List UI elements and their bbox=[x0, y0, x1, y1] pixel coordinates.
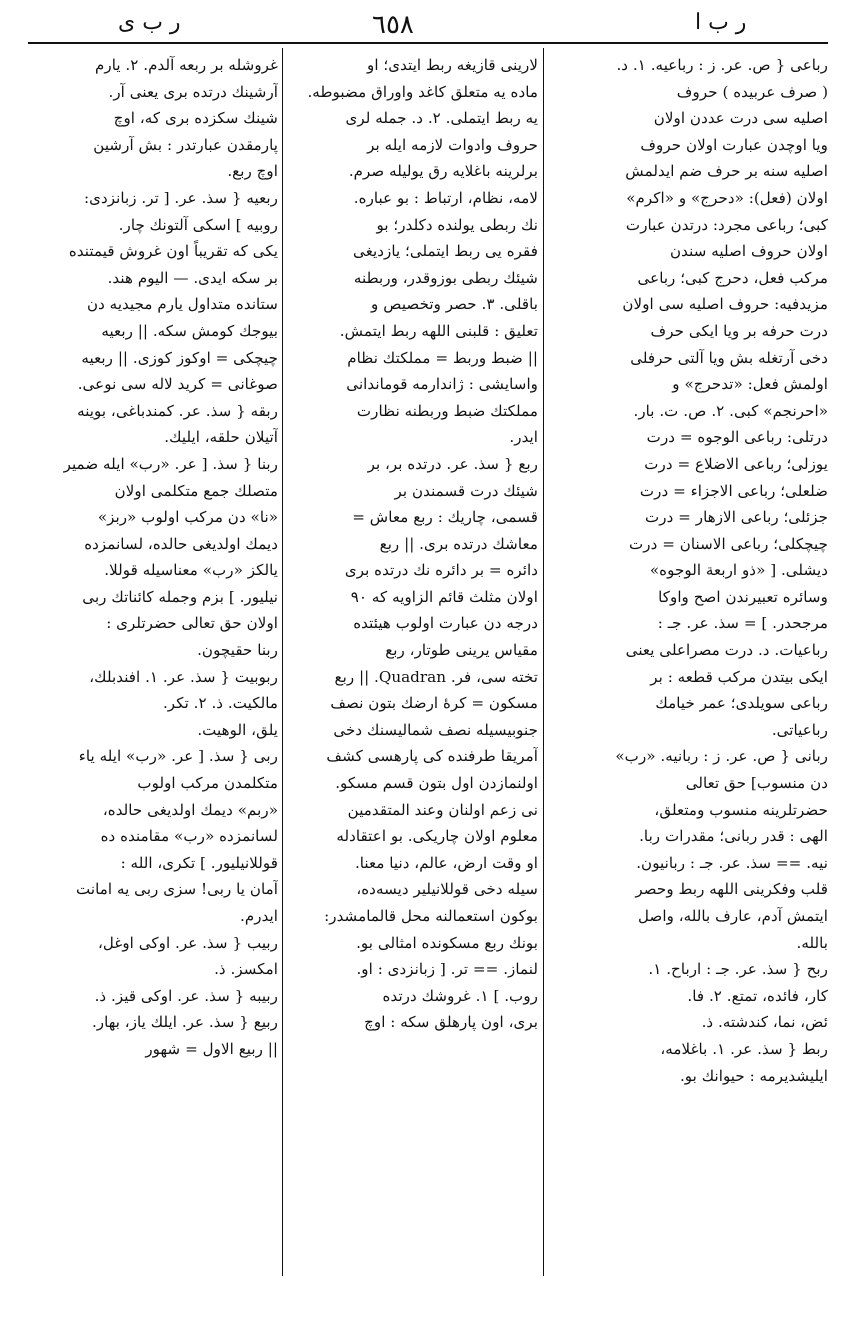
dictionary-line: شيئك درت قسمندن بر bbox=[394, 481, 538, 500]
dictionary-line: ماده يه متعلق كاغد واوراق مضبوطه. bbox=[307, 82, 538, 101]
dictionary-line: اصليه سنه بر حرف ضم ايدلمش bbox=[625, 162, 828, 181]
dictionary-line: بر سكه ايدى. — اليوم هند. bbox=[107, 268, 278, 287]
dictionary-line: مملكتك ضبط وربطنه نظارت bbox=[356, 401, 538, 420]
dictionary-line: قوللانيليور. ] تكرى، الله : bbox=[120, 853, 278, 872]
dictionary-line: بالله. bbox=[796, 933, 828, 952]
dictionary-line: امكسز. ذ. bbox=[214, 960, 278, 979]
dictionary-line: آمريقا طرفنده كى پارهسى كشف bbox=[326, 747, 538, 766]
dictionary-line: تعليق : قلبنى اللهه ربط ايتمش. bbox=[339, 321, 538, 340]
dictionary-line: آتيلان حلقه، ايليك. bbox=[164, 428, 278, 447]
dictionary-line: نى زعم اولنان وعند المتقدمين bbox=[347, 800, 538, 819]
dictionary-line: الهى : قدر ربانى؛ مقدرات ربا. bbox=[639, 827, 828, 846]
dictionary-line: بوكون استعمالنه محل قالمامشدر: bbox=[324, 907, 538, 925]
dictionary-line: كبى؛ رباعى مجرد: درتدن عبارت bbox=[625, 215, 828, 234]
dictionary-line: اصليه سى درت عددن اولان bbox=[653, 109, 828, 128]
dictionary-line: روب. ] ١. غروشك درتده bbox=[382, 986, 538, 1005]
dictionary-line: متصلك جمع متكلمى اولان bbox=[114, 481, 278, 500]
dictionary-line: معلوم اولان چاريكى. بو اعتقادله bbox=[336, 827, 538, 846]
dictionary-line: ديشلى. [ «ذو اربعة الوجوه» bbox=[649, 561, 828, 580]
left-guide-word: ر ب ى bbox=[118, 10, 181, 35]
dictionary-line: شيئك ربطى بوزوقدر، وربطنه bbox=[353, 268, 538, 287]
dictionary-line: اولان مثلث قائم الزاويه كه ٩٠ bbox=[350, 587, 538, 606]
dictionary-line: درت حرفه بر ويا ايكى حرف bbox=[650, 321, 828, 340]
dictionary-line: ربنا { سذ. [ عر. «رب» ايله ضمير bbox=[63, 454, 278, 473]
dictionary-column-left bbox=[22, 52, 278, 1278]
dictionary-line: كار، فائده، تمتع. ٢. فا. bbox=[687, 986, 828, 1005]
dictionary-line: اولان حق تعالى حضرتلرى : bbox=[106, 614, 278, 633]
dictionary-line: ربانى { ص. عر. ز : ربانيه. «رب» bbox=[615, 747, 828, 766]
dictionary-line: مركب فعل، دحرج كبى؛ رباعى bbox=[637, 268, 828, 287]
dictionary-line: نك ربطى يولنده دكلدر؛ بو bbox=[376, 215, 538, 234]
dictionary-line: اوچ ربع. bbox=[227, 162, 278, 181]
dictionary-line: چيچكلى؛ رباعى الاسنان = درت bbox=[629, 534, 828, 553]
dictionary-line: ربيبه { سذ. عر. اوكى قيز. ذ. bbox=[94, 986, 278, 1005]
dictionary-line: ستانده متداول يارم مجيديه دن bbox=[86, 295, 278, 314]
dictionary-line: يلق، الوهيت. bbox=[197, 720, 278, 739]
dictionary-line: ربوبيت { سذ. عر. ١. افندبلك، bbox=[89, 667, 278, 686]
dictionary-line: رباعى سويلدى؛ عمر خيامك bbox=[655, 694, 828, 713]
dictionary-line: ايدر. bbox=[509, 428, 538, 447]
dictionary-line: دائره = بر دائره نك درتده برى bbox=[344, 561, 538, 580]
dictionary-line: شينك سكزده برى كه، اوچ bbox=[113, 109, 278, 128]
dictionary-line: يه ربط ايتملى. ٢. د. جمله لرى bbox=[345, 109, 538, 128]
dictionary-line: قسمى، چاريك : ربع معاش = bbox=[352, 508, 538, 527]
dictionary-line: مسكون = كرهٔ ارضك بتون نصف bbox=[330, 694, 538, 713]
dictionary-line: ايتمش آدم، عارف بالله، واصل bbox=[637, 907, 828, 925]
dictionary-line: بيوجك كومش سكه. || ربعيه bbox=[101, 321, 278, 340]
dictionary-line: ربع { سذ. عر. درتده بر، بر bbox=[367, 454, 538, 473]
page-header bbox=[0, 10, 848, 40]
dictionary-line: لامه، نظام، ارتباط : بو عباره. bbox=[353, 188, 538, 207]
dictionary-line: يوزلى؛ رباعى الاضلاع = درت bbox=[644, 454, 828, 473]
dictionary-line: باقلى. ٣. حصر وتخصيص و bbox=[371, 295, 538, 314]
dictionary-line: مالكيت. ذ. ٢. تكر. bbox=[162, 694, 278, 713]
dictionary-line: ديمك اولديغى حالده، لسانمزده bbox=[84, 534, 278, 553]
dictionary-line: ويا اوچدن عبارت اولان حروف bbox=[640, 135, 828, 154]
dictionary-line: ايدرم. bbox=[240, 907, 278, 925]
dictionary-line: درجه دن عبارت اولوب هيئتده bbox=[353, 614, 538, 633]
dictionary-line: ربى { سذ. [ عر. «رب» ايله ياء bbox=[78, 747, 278, 766]
dictionary-line: ( صرف عربيده ) حروف bbox=[676, 82, 828, 101]
dictionary-line: ايكى بيتدن مركب قطعه : بر bbox=[650, 667, 828, 686]
dictionary-line: ئض، نما، كندشته. ذ. bbox=[701, 1013, 828, 1032]
dictionary-line: برلرينه باغلايه رق يوليله صرم. bbox=[348, 162, 538, 181]
dictionary-line: ربقه { سذ. عر. كمندباغى، بوينه bbox=[77, 401, 278, 420]
page-number: ٦٥٨ bbox=[372, 10, 414, 40]
dictionary-line: غروشله بر ربعه آلدم. ٢. يارم bbox=[95, 56, 278, 74]
dictionary-line: بونك ربع مسكونده امثالى بو. bbox=[356, 933, 538, 952]
dictionary-line: رباعيات. د. درت مصراعلى يعنى bbox=[625, 641, 828, 660]
dictionary-line: رباعى { ص. عر. ز : رباعيه. ١. د. bbox=[616, 56, 828, 74]
dictionary-line: نيليور. ] بزم وجمله كائناتك ربى bbox=[82, 587, 278, 606]
dictionary-line: ربنا حقيچون. bbox=[197, 641, 278, 660]
dictionary-line: مزيدفيه: حروف اصليه سى اولان bbox=[622, 295, 828, 314]
dictionary-line: يكى كه تقريباً اون غروش قيمتنده bbox=[68, 242, 278, 261]
dictionary-line: ربط { سذ. عر. ١. باغلامه، bbox=[660, 1039, 828, 1058]
dictionary-line: اولمش فعل: «تدحرج» و bbox=[672, 375, 828, 394]
right-guide-word: ر ب ا bbox=[695, 10, 747, 35]
dictionary-line: مرجحدر. ] = سذ. عر. جـ : bbox=[657, 614, 828, 633]
dictionary-line: «نا» دن مركب اولوب «ربز» bbox=[97, 508, 278, 527]
dictionary-line: لنماز. == تر. [ زبانزدى : او. bbox=[356, 960, 538, 979]
dictionary-line: ربح { سذ. عر. جـ : ارباح. ١. bbox=[648, 960, 828, 979]
column-divider-right bbox=[543, 48, 544, 1276]
dictionary-line: نيه. == سذ. عر. جـ : ربانيون. bbox=[636, 853, 828, 872]
dictionary-line: آرشينك درتده برى يعنى آر. bbox=[108, 82, 278, 101]
dictionary-line: ربعيه { سذ. عر. [ تر. زبانزدى: bbox=[84, 188, 278, 207]
dictionary-line: لارينى قازيغه ربط ايتدى؛ او bbox=[367, 56, 538, 74]
dictionary-line: چيچكى = اوكوز كوزى. || ربعيه bbox=[81, 348, 278, 367]
dictionary-line: ضلعلى؛ رباعى الاجزاء = درت bbox=[639, 481, 828, 500]
dictionary-column-middle bbox=[286, 52, 538, 1278]
dictionary-line: جزئلى؛ رباعى الازهار = درت bbox=[644, 508, 828, 527]
dictionary-line: متكلمدن مركب اولوب bbox=[137, 774, 278, 793]
dictionary-line: يالكز «رب» معناسيله قوللا. bbox=[104, 561, 278, 580]
dictionary-line: اولنمازدن اول بتون قسم مسكو. bbox=[335, 774, 538, 793]
dictionary-line: دخى آرتغله بش ويا آلتى حرفلى bbox=[630, 348, 828, 367]
dictionary-line: جنوبيسيله نصف شماليسنك دخى bbox=[333, 720, 538, 739]
dictionary-line: ربيب { سذ. عر. اوكى اوغل، bbox=[98, 933, 278, 952]
header-rule bbox=[28, 42, 828, 44]
dictionary-line: «ربم» ديمك اولديغى حالده، bbox=[102, 800, 278, 819]
dictionary-line: وسائره تعبيرندن اصح واوكا bbox=[658, 587, 828, 606]
dictionary-column-right bbox=[548, 52, 828, 1278]
dictionary-line: دن منسوب] حق تعالى bbox=[685, 774, 828, 793]
dictionary-line: || ربيع الاول = شهور bbox=[145, 1039, 278, 1058]
dictionary-line: ربيع { سذ. عر. ايلك ياز، بهار. bbox=[91, 1013, 278, 1032]
dictionary-line: آمان يا ربى! سزى ربى يه امانت bbox=[76, 880, 278, 899]
dictionary-line: رباعياتى. bbox=[771, 720, 828, 739]
dictionary-line: || ضبط وربط = مملكتك نظام bbox=[347, 348, 538, 367]
dictionary-line: واسايشى : ژاندارمه قوماندانى bbox=[346, 375, 538, 394]
dictionary-line: صوغانى = كريد لاله سى نوعى. bbox=[77, 375, 278, 394]
dictionary-line: روبيه ] اسكى آلتونك چار. bbox=[118, 215, 278, 234]
dictionary-line: اولان (فعل): «دحرج» و «اكرم» bbox=[626, 188, 828, 207]
dictionary-line: سيله دخى قوللانيلير ديسه‌ده، bbox=[356, 880, 538, 899]
dictionary-line: معاشك درتده برى. || ربع bbox=[379, 534, 538, 553]
dictionary-line: اولان حروف اصليه سندن bbox=[669, 242, 828, 261]
dictionary-line: لسانمزده «رب» مقامنده ده bbox=[100, 827, 278, 846]
dictionary-line: حضرتلرينه منسوب ومتعلق، bbox=[654, 800, 828, 819]
dictionary-line: درتلى: رباعى الوجوه = درت bbox=[646, 428, 828, 447]
dictionary-line: تخته سى، فر. Quadran. || ربع bbox=[334, 667, 538, 686]
dictionary-line: قلب وفكرينى اللهه ربط وحصر bbox=[635, 880, 828, 899]
dictionary-line: برى، اون پارهلق سكه : اوچ bbox=[364, 1013, 538, 1032]
dictionary-line: «احرنجم» كبى. ٢. ص. ت. بار. bbox=[633, 401, 828, 420]
dictionary-line: حروف وادوات لازمه ايله بر bbox=[367, 135, 538, 154]
dictionary-line: فقره يى ربط ايتملى؛ يازديغى bbox=[353, 242, 538, 261]
dictionary-line: مقياس يرينى طوتار، ربع bbox=[385, 641, 538, 660]
dictionary-line: او وقت ارض، عالم، دنيا معنا. bbox=[354, 853, 538, 872]
dictionary-line: پارمقدن عبارتدر : بش آرشين bbox=[93, 135, 278, 154]
column-divider-left bbox=[282, 48, 283, 1276]
dictionary-line: ايليشديرمه : حيوانك بو. bbox=[679, 1066, 828, 1085]
